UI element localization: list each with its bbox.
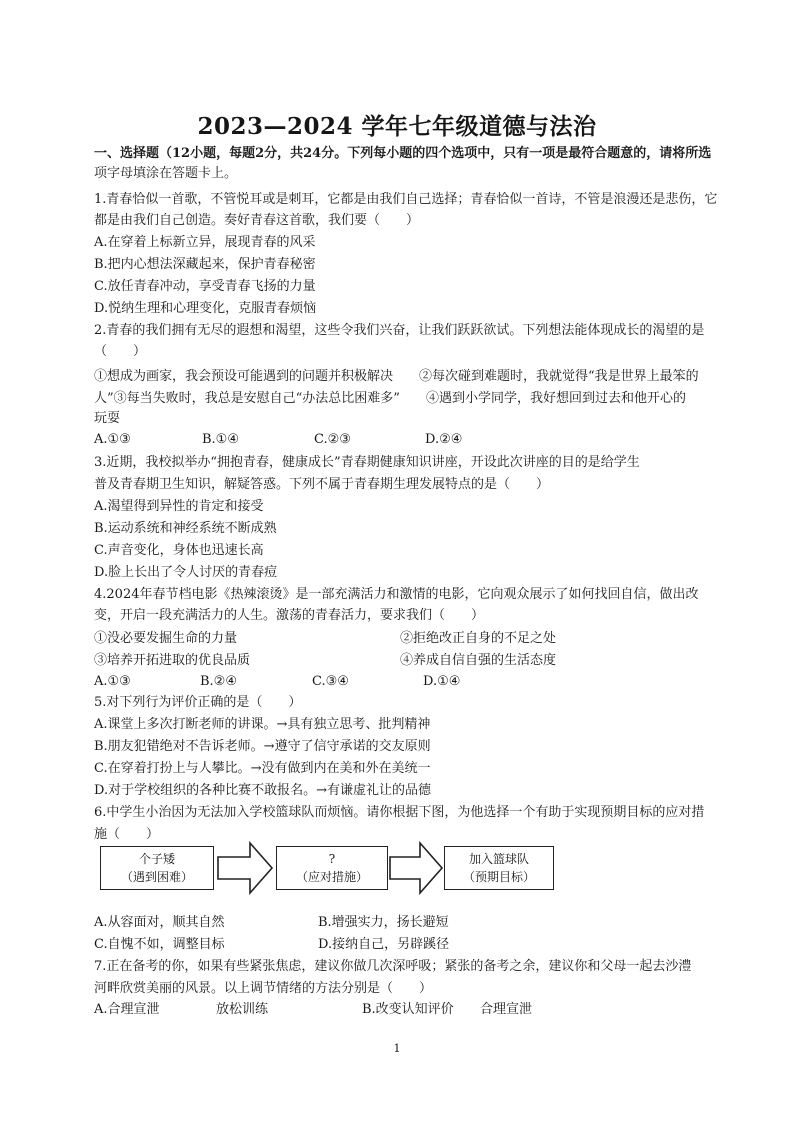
q2-option-c: C.②③ bbox=[314, 432, 351, 447]
q6-option-a: A.从容面对，顺其自然 bbox=[94, 915, 225, 930]
measure-box-caption: （应对措施） bbox=[295, 870, 368, 884]
q2-option-b: B.①④ bbox=[202, 432, 239, 447]
q6-options-row2 bbox=[94, 936, 754, 954]
q4-statement-2: ②拒绝改正自身的不足之处 bbox=[400, 631, 557, 646]
q3-stem: 3.近期，我校拟举办“拥抱青春，健康成长”青春期健康知识讲座，开设此次讲座的目的是给学生 bbox=[94, 455, 640, 470]
flow-arrow-1-icon bbox=[216, 840, 274, 896]
q2-statements-3: 玩耍 bbox=[94, 411, 121, 426]
q2-stem: 2.青春的我们拥有无尽的遐想和渴望，这些令我们兴奋，让我们跃跃欲试。下列想法能体现成长的渴望的是 bbox=[94, 323, 705, 338]
goal-box-title: 加入篮球队 bbox=[468, 852, 529, 866]
q5-stem: 5.对下列行为评价正确的是（ ） bbox=[94, 695, 302, 710]
measure-box-title: ? bbox=[328, 852, 336, 866]
q7-option-b-part2: 合理宣泄 bbox=[480, 1002, 533, 1017]
q4-options bbox=[94, 673, 694, 691]
q6-options-row1 bbox=[94, 914, 754, 932]
q7-option-b-part1: B.改变认知评价 bbox=[362, 1002, 454, 1017]
q6-option-d: D.接纳自己，另辟蹊径 bbox=[318, 937, 450, 952]
section-heading: 一、选择题（12小题，每题2分，共24分。下列每小题的四个选项中，只有一项是最符合题意的，请将所选 bbox=[94, 146, 712, 161]
q7-options bbox=[94, 1001, 754, 1019]
q2-option-d: D.②④ bbox=[425, 432, 463, 447]
page-number: 1 bbox=[393, 1042, 401, 1055]
q2-options bbox=[94, 431, 694, 449]
measure-box bbox=[276, 846, 388, 890]
q4-statements-row1 bbox=[94, 630, 754, 648]
q6-stem: 6.中学生小治因为无法加入学校篮球队而烦恼。请你根据下图，为他选择一个有助于实现预期目标的应对措 bbox=[94, 805, 705, 820]
q3-option-d: D.脸上长出了令人讨厌的青春痘 bbox=[94, 565, 278, 580]
q7-stem: 7.正在备考的你，如果有些紧张焦虑，建议你做几次深呼吸；紧张的备考之余，建议你和父母一起去沙澧 bbox=[94, 959, 692, 974]
q4-option-d: D.①④ bbox=[423, 674, 461, 689]
q5-option-c: C.在穿着打扮上与人攀比。→没有做到内在美和外在美统一 bbox=[94, 761, 431, 776]
q3-option-b: B.运动系统和神经系统不断成熟 bbox=[94, 521, 277, 536]
goal-box-caption: （预期目标） bbox=[462, 870, 535, 884]
q3-option-c: C.声音变化，身体也迅速长高 bbox=[94, 543, 264, 558]
q6-option-b: B.增强实力，扬长避短 bbox=[318, 915, 449, 930]
q7-option-a-part2: 放松训练 bbox=[216, 1002, 269, 1017]
q1-option-b: B.把内心想法深藏起来，保护青春秘密 bbox=[94, 257, 316, 272]
q2-option-a: A.①③ bbox=[94, 432, 131, 447]
q5-option-a: A.课堂上多次打断老师的讲课。→具有独立思考、批判精神 bbox=[94, 717, 431, 732]
q4-statements-row2 bbox=[94, 652, 754, 670]
q4-statement-3: ③培养开拓进取的优良品质 bbox=[94, 653, 251, 668]
goal-box bbox=[444, 846, 554, 890]
q4-option-a: A.①③ bbox=[94, 674, 131, 689]
q2-statements-1: ①想成为画家，我会预设可能遇到的问题并积极解决 ②每次碰到难题时，我就觉得“我是世界上最笨的 bbox=[94, 369, 699, 384]
difficulty-box-caption: （遇到困难） bbox=[120, 870, 193, 884]
q7-option-a-part1: A.合理宣泄 bbox=[94, 1002, 160, 1017]
q1-option-c: C.放任青春冲动，享受青春飞扬的力量 bbox=[94, 279, 316, 294]
q1-stem: 1.青春恰似一首歌，不管悦耳或是刺耳，它都是由我们自己选择；青春恰似一首诗，不管是浪漫还是悲伤，它 bbox=[94, 192, 718, 207]
difficulty-box bbox=[100, 846, 214, 890]
q4-option-c: C.③④ bbox=[312, 674, 349, 689]
q1-stem-cont: 都是由我们自己创造。奏好青春这首歌，我们要（ ） bbox=[94, 213, 420, 228]
q2-statements-2: 人”③每当失败时，我总是安慰自己“办法总比困难多” ④遇到小学同学，我好想回到过去和他开心的 bbox=[94, 391, 686, 406]
section-heading-cont: 项字母填涂在答题卡上。 bbox=[94, 166, 238, 181]
q4-statement-1: ①没必要发掘生命的力量 bbox=[94, 631, 238, 646]
q1-option-d: D.悦纳生理和心理变化，克服青春烦恼 bbox=[94, 301, 317, 316]
flow-arrow-2-icon bbox=[388, 840, 444, 896]
q4-statement-4: ④养成自信自强的生活态度 bbox=[400, 653, 557, 668]
q5-option-b: B.朋友犯错绝对不告诉老师。→遵守了信守承诺的交友原则 bbox=[94, 739, 431, 754]
q4-option-b: B.②④ bbox=[200, 674, 237, 689]
q6-option-c: C.自愧不如，调整目标 bbox=[94, 937, 225, 952]
difficulty-box-title: 个子矮 bbox=[138, 852, 175, 866]
page-title: 2023—2024 学年七年级道德与法治 bbox=[197, 113, 597, 140]
q4-stem-cont: 变，开启一段充满活力的人生。激荡的青春活力，要求我们（ ） bbox=[94, 608, 485, 623]
q2-stem-cont: （ ） bbox=[94, 344, 147, 359]
q6-flow-diagram bbox=[100, 840, 660, 900]
q3-stem-cont: 普及青春期卫生知识，解疑答惑。下列不属于青春期生理发展特点的是（ ） bbox=[94, 477, 550, 492]
q3-option-a: A.渴望得到异性的肯定和接受 bbox=[94, 499, 264, 514]
q7-stem-cont: 河畔欣赏美丽的风景。以上调节情绪的方法分别是（ ） bbox=[94, 981, 433, 996]
q1-option-a: A.在穿着上标新立异，展现青春的风采 bbox=[94, 235, 316, 250]
q4-stem: 4.2024年春节档电影《热辣滚烫》是一部充满活力和激情的电影，它向观众展示了如何找回自信，做出改 bbox=[94, 587, 699, 602]
q5-option-d: D.对于学校组织的各种比赛不敢报名。→有谦虚礼让的品德 bbox=[94, 783, 431, 798]
q6-stem-cont: 施（ ） bbox=[94, 827, 160, 842]
